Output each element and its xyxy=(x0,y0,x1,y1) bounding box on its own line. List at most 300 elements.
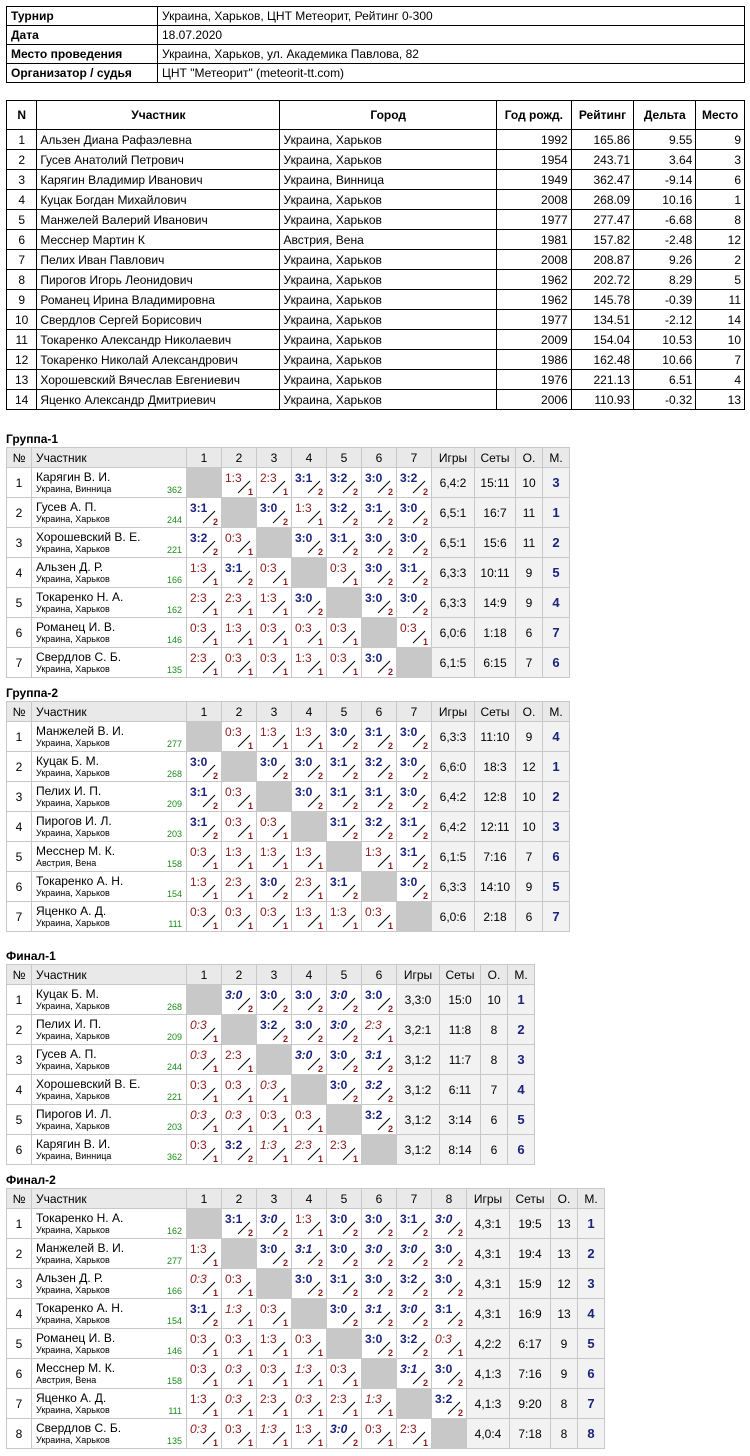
player-sets: 6:17 xyxy=(510,1329,551,1359)
match-score: 1:3 xyxy=(260,591,277,605)
match-score: 3:2 xyxy=(330,471,348,485)
match-score: 3:0 xyxy=(260,1242,278,1256)
player-place xyxy=(508,1135,535,1165)
match-cell xyxy=(222,1075,257,1105)
match-points: 2 xyxy=(247,577,253,587)
place-value: 2 xyxy=(517,1022,525,1037)
participant-cell: 10.66 xyxy=(634,350,696,370)
match-score: 3:2 xyxy=(225,1138,243,1152)
match-points: 1 xyxy=(247,831,253,841)
match-points: 1 xyxy=(212,1154,218,1164)
match-points: 1 xyxy=(282,1124,288,1134)
info-value: Украина, Харьков, ул. Академика Павлова, 82 xyxy=(158,45,745,64)
match-cell xyxy=(292,1239,327,1269)
player-points: 10 xyxy=(516,782,543,812)
participant-cell: 208.87 xyxy=(571,250,633,270)
col-place-header: М. xyxy=(578,1189,605,1209)
player-games: 3,1:2 xyxy=(397,1045,440,1075)
participant-cell: Украина, Харьков xyxy=(280,310,496,330)
player-number: 3 xyxy=(7,1045,32,1075)
match-score: 0:3 xyxy=(190,845,207,859)
match-cell xyxy=(432,1269,467,1299)
match-cell xyxy=(187,588,222,618)
match-cell xyxy=(257,468,292,498)
match-score: 2:3 xyxy=(295,1138,312,1152)
match-points: 1 xyxy=(212,1378,218,1388)
player-number: 2 xyxy=(7,752,32,782)
participant-cell: Австрия, Вена xyxy=(280,230,496,250)
match-score: 3:0 xyxy=(435,1272,453,1286)
participant-cell: 14 xyxy=(696,310,745,330)
match-score: 3:1 xyxy=(225,561,243,575)
participants-header: Город xyxy=(280,101,496,130)
match-cell xyxy=(362,985,397,1015)
match-score: 0:3 xyxy=(190,905,207,919)
self-cell xyxy=(397,902,432,932)
col-opponent-header: 4 xyxy=(292,965,327,985)
player-sets: 7:18 xyxy=(510,1419,551,1449)
match-score: 3:1 xyxy=(400,561,418,575)
match-points: 1 xyxy=(212,1408,218,1418)
col-opponent-header: 7 xyxy=(397,702,432,722)
player-sets: 14:9 xyxy=(475,588,516,618)
participant-cell: 1 xyxy=(696,190,745,210)
player-name: Месснер М. К. xyxy=(36,1360,116,1375)
match-score: 0:3 xyxy=(260,1108,277,1122)
match-score: 0:3 xyxy=(225,1078,242,1092)
match-points: 1 xyxy=(247,1288,253,1298)
group-player-row xyxy=(7,618,570,648)
match-score: 1:3 xyxy=(295,501,312,515)
match-score: 0:3 xyxy=(190,1048,207,1062)
match-score: 3:1 xyxy=(330,755,348,769)
match-cell xyxy=(187,498,222,528)
match-cell xyxy=(327,985,362,1015)
participant-cell: Манжелей Валерий Иванович xyxy=(37,210,280,230)
match-points: 1 xyxy=(317,1348,323,1358)
participant-row xyxy=(7,190,745,210)
match-score: 1:3 xyxy=(260,725,277,739)
match-score: 1:3 xyxy=(260,1332,277,1346)
participant-row xyxy=(7,170,745,190)
self-cell xyxy=(257,1269,292,1299)
match-score: 3:2 xyxy=(365,1078,383,1092)
place-value: 4 xyxy=(552,729,560,744)
match-score: 3:1 xyxy=(365,1048,383,1062)
match-points: 1 xyxy=(282,577,288,587)
match-points: 2 xyxy=(387,667,393,677)
match-points: 1 xyxy=(317,517,323,527)
group-player-row xyxy=(7,902,570,932)
match-points: 2 xyxy=(352,1004,358,1014)
group-player-row xyxy=(7,588,570,618)
player-place xyxy=(543,812,570,842)
player-info xyxy=(32,1389,187,1419)
match-points: 2 xyxy=(422,1378,428,1388)
match-points: 1 xyxy=(317,921,323,931)
match-score: 1:3 xyxy=(295,1212,312,1226)
col-games-header: Игры xyxy=(432,448,475,468)
participant-cell: 134.51 xyxy=(571,310,633,330)
player-city: Украина, Харьков xyxy=(36,1254,110,1265)
match-cell xyxy=(292,752,327,782)
player-number: 3 xyxy=(7,528,32,558)
match-cell xyxy=(397,558,432,588)
col-opponent-header: 3 xyxy=(257,1189,292,1209)
match-cell xyxy=(222,812,257,842)
player-points: 8 xyxy=(551,1389,578,1419)
match-score: 0:3 xyxy=(190,1362,207,1376)
match-cell xyxy=(292,782,327,812)
match-cell xyxy=(187,1269,222,1299)
match-score: 3:0 xyxy=(330,1018,348,1032)
match-points: 2 xyxy=(317,801,323,811)
match-score: 0:3 xyxy=(225,905,242,919)
col-name-header: Участник xyxy=(32,965,187,985)
match-points: 1 xyxy=(212,1348,218,1358)
match-cell xyxy=(187,842,222,872)
match-score: 0:3 xyxy=(260,1302,277,1316)
match-score: 3:1 xyxy=(365,725,383,739)
match-cell xyxy=(222,1299,257,1329)
col-opponent-header: 4 xyxy=(292,1189,327,1209)
col-name-header: Участник xyxy=(32,1189,187,1209)
col-opponent-header: 6 xyxy=(362,702,397,722)
match-points: 1 xyxy=(282,1318,288,1328)
player-info xyxy=(32,1359,187,1389)
match-points: 2 xyxy=(422,771,428,781)
player-games: 6,4:2 xyxy=(432,782,475,812)
player-info xyxy=(32,648,187,678)
match-cell xyxy=(187,1299,222,1329)
participant-cell: 5 xyxy=(7,210,37,230)
player-number: 5 xyxy=(7,842,32,872)
group-header-row xyxy=(7,1189,605,1209)
match-score: 3:2 xyxy=(435,1392,453,1406)
match-points: 2 xyxy=(317,607,323,617)
match-cell xyxy=(222,872,257,902)
participant-cell: 10.53 xyxy=(634,330,696,350)
match-cell xyxy=(362,1209,397,1239)
match-score: 3:2 xyxy=(365,755,383,769)
match-score: 0:3 xyxy=(260,621,277,635)
match-points: 1 xyxy=(247,1094,253,1104)
match-points: 2 xyxy=(387,1228,393,1238)
match-score: 0:3 xyxy=(225,531,242,545)
match-score: 3:0 xyxy=(330,1078,348,1092)
col-opponent-header: 2 xyxy=(222,965,257,985)
self-cell xyxy=(257,782,292,812)
match-cell xyxy=(222,902,257,932)
match-points: 1 xyxy=(282,741,288,751)
match-score: 3:0 xyxy=(365,1242,383,1256)
player-info xyxy=(32,752,187,782)
group-header-row xyxy=(7,965,535,985)
match-points: 2 xyxy=(317,1004,323,1014)
match-cell xyxy=(257,1359,292,1389)
match-cell xyxy=(362,558,397,588)
participant-cell: Хорошевский Вячеслав Евгениевич xyxy=(37,370,280,390)
match-points: 2 xyxy=(352,1034,358,1044)
match-score: 0:3 xyxy=(190,1332,207,1346)
match-score: 3:0 xyxy=(260,988,278,1002)
match-score: 0:3 xyxy=(260,905,277,919)
player-points: 13 xyxy=(551,1299,578,1329)
match-score: 3:0 xyxy=(330,1422,348,1436)
player-rating: 209 xyxy=(166,1032,182,1042)
player-place xyxy=(543,648,570,678)
match-score: 3:1 xyxy=(365,1302,383,1316)
match-points: 1 xyxy=(317,637,323,647)
match-cell xyxy=(397,588,432,618)
place-value: 2 xyxy=(552,789,560,804)
match-cell xyxy=(432,1299,467,1329)
match-cell xyxy=(222,468,257,498)
match-score: 1:3 xyxy=(295,905,312,919)
match-cell xyxy=(432,1389,467,1419)
match-cell xyxy=(432,1209,467,1239)
match-score: 3:0 xyxy=(365,591,383,605)
match-cell xyxy=(292,1135,327,1165)
player-city: Украина, Харьков xyxy=(36,1314,110,1325)
match-points: 1 xyxy=(212,891,218,901)
match-points: 1 xyxy=(247,1438,253,1448)
match-cell xyxy=(292,902,327,932)
match-cell xyxy=(327,498,362,528)
match-points: 1 xyxy=(247,667,253,677)
self-cell xyxy=(362,1359,397,1389)
match-cell xyxy=(397,498,432,528)
match-points: 2 xyxy=(387,547,393,557)
player-number: 5 xyxy=(7,1105,32,1135)
match-points: 1 xyxy=(247,861,253,871)
match-cell xyxy=(257,648,292,678)
player-info xyxy=(32,842,187,872)
match-score: 3:1 xyxy=(330,785,348,799)
match-cell xyxy=(432,1359,467,1389)
group-section xyxy=(6,948,535,1165)
player-rating: 209 xyxy=(166,799,182,809)
participant-cell: Пирогов Игорь Леонидович xyxy=(37,270,280,290)
match-score: 0:3 xyxy=(225,651,242,665)
player-sets: 15:0 xyxy=(440,985,481,1015)
match-cell xyxy=(327,558,362,588)
match-points: 2 xyxy=(352,1094,358,1104)
group-header-row xyxy=(7,702,570,722)
col-sets-header: Сеты xyxy=(475,448,516,468)
player-city: Украина, Харьков xyxy=(36,1060,110,1071)
match-points: 1 xyxy=(247,1124,253,1134)
player-place xyxy=(578,1269,605,1299)
participant-cell: 13 xyxy=(696,390,745,410)
group-player-row xyxy=(7,1209,605,1239)
match-points: 2 xyxy=(422,741,428,751)
player-info xyxy=(32,1135,187,1165)
player-rating: 221 xyxy=(166,1092,182,1102)
self-cell xyxy=(292,1075,327,1105)
match-cell xyxy=(257,618,292,648)
info-value: 18.07.2020 xyxy=(158,26,745,45)
player-number: 6 xyxy=(7,618,32,648)
player-rating: 362 xyxy=(166,485,182,495)
match-cell xyxy=(222,1419,257,1449)
match-points: 2 xyxy=(387,1004,393,1014)
group-player-row xyxy=(7,558,570,588)
group-table xyxy=(6,964,535,1165)
player-name: Яценко А. Д. xyxy=(36,903,107,918)
match-points: 1 xyxy=(317,1154,323,1164)
match-score: 2:3 xyxy=(225,1048,242,1062)
participant-cell: 157.82 xyxy=(571,230,633,250)
match-score: 0:3 xyxy=(260,815,277,829)
match-cell xyxy=(222,1045,257,1075)
match-score: 3:0 xyxy=(365,471,383,485)
player-info xyxy=(32,558,187,588)
match-score: 3:1 xyxy=(190,1302,208,1316)
player-games: 6,4:2 xyxy=(432,468,475,498)
match-score: 1:3 xyxy=(295,845,312,859)
match-points: 1 xyxy=(212,1438,218,1448)
self-cell xyxy=(432,1419,467,1449)
player-city: Украина, Винница xyxy=(36,1150,112,1161)
group-player-row xyxy=(7,1359,605,1389)
match-score: 3:1 xyxy=(330,815,348,829)
match-cell xyxy=(397,1299,432,1329)
match-points: 1 xyxy=(352,1408,358,1418)
match-cell xyxy=(292,498,327,528)
match-cell xyxy=(187,1329,222,1359)
match-points: 1 xyxy=(282,1154,288,1164)
match-cell xyxy=(187,1135,222,1165)
match-cell xyxy=(362,528,397,558)
match-score: 3:2 xyxy=(400,471,418,485)
match-cell xyxy=(222,1389,257,1419)
player-info xyxy=(32,1329,187,1359)
match-points: 2 xyxy=(387,1288,393,1298)
match-cell xyxy=(432,1239,467,1269)
self-cell xyxy=(187,722,222,752)
match-cell xyxy=(222,648,257,678)
participant-cell: 243.71 xyxy=(571,150,633,170)
participant-cell: Украина, Харьков xyxy=(280,190,496,210)
col-opponent-header: 7 xyxy=(397,448,432,468)
player-rating: 146 xyxy=(166,1346,182,1356)
player-city: Украина, Харьков xyxy=(36,1090,110,1101)
participant-cell: 1977 xyxy=(496,210,571,230)
participant-row xyxy=(7,290,745,310)
col-opponent-header: 1 xyxy=(187,702,222,722)
match-cell xyxy=(292,528,327,558)
match-score: 3:0 xyxy=(330,1302,348,1316)
player-points: 10 xyxy=(516,812,543,842)
match-points: 1 xyxy=(282,487,288,497)
match-points: 2 xyxy=(212,771,218,781)
match-points: 1 xyxy=(317,741,323,751)
player-games: 4,3:1 xyxy=(467,1269,510,1299)
match-points: 2 xyxy=(422,861,428,871)
match-cell xyxy=(222,1209,257,1239)
player-city: Украина, Харьков xyxy=(36,1434,110,1445)
match-score: 1:3 xyxy=(365,845,382,859)
player-place xyxy=(578,1329,605,1359)
player-place xyxy=(578,1359,605,1389)
match-score: 3:1 xyxy=(295,1242,313,1256)
player-name: Месснер М. К. xyxy=(36,843,116,858)
player-sets: 16:9 xyxy=(510,1299,551,1329)
player-points: 10 xyxy=(516,468,543,498)
player-place xyxy=(543,528,570,558)
match-cell xyxy=(327,902,362,932)
match-cell xyxy=(257,985,292,1015)
match-score: 2:3 xyxy=(295,875,312,889)
player-games: 6,1:5 xyxy=(432,648,475,678)
match-score: 3:0 xyxy=(365,988,383,1002)
match-points: 2 xyxy=(352,1288,358,1298)
self-cell xyxy=(397,1389,432,1419)
player-name: Пелих И. П. xyxy=(36,1016,102,1031)
player-city: Австрия, Вена xyxy=(36,1374,97,1385)
match-cell xyxy=(327,1359,362,1389)
match-points: 1 xyxy=(317,861,323,871)
player-points: 10 xyxy=(481,985,508,1015)
match-cell xyxy=(292,1329,327,1359)
participant-cell: Украина, Харьков xyxy=(280,330,496,350)
match-score: 0:3 xyxy=(365,905,382,919)
match-points: 1 xyxy=(387,861,393,871)
player-games: 6,6:0 xyxy=(432,752,475,782)
match-score: 3:1 xyxy=(330,875,348,889)
player-sets: 16:7 xyxy=(475,498,516,528)
player-games: 6,1:5 xyxy=(432,842,475,872)
match-cell xyxy=(397,1209,432,1239)
participant-cell: 5 xyxy=(696,270,745,290)
player-name: Яценко А. Д. xyxy=(36,1390,107,1405)
match-cell xyxy=(222,842,257,872)
match-points: 1 xyxy=(212,667,218,677)
participant-cell: 1962 xyxy=(496,290,571,310)
match-cell xyxy=(187,618,222,648)
col-name-header: Участник xyxy=(32,448,187,468)
match-points: 2 xyxy=(352,1318,358,1328)
player-name: Токаренко Н. А. xyxy=(36,1210,124,1225)
player-name: Гусев А. П. xyxy=(36,499,97,514)
player-name: Манжелей В. И. xyxy=(36,723,125,738)
player-games: 6,3:3 xyxy=(432,722,475,752)
info-key: Турнир xyxy=(7,7,158,26)
match-cell xyxy=(362,722,397,752)
group-player-row xyxy=(7,872,570,902)
match-cell xyxy=(187,558,222,588)
player-sets: 8:14 xyxy=(440,1135,481,1165)
match-score: 0:3 xyxy=(260,651,277,665)
participant-cell: 8 xyxy=(7,270,37,290)
match-points: 1 xyxy=(282,831,288,841)
place-value: 5 xyxy=(552,565,560,580)
match-cell xyxy=(222,782,257,812)
player-games: 4,0:4 xyxy=(467,1419,510,1449)
player-place xyxy=(508,1045,535,1075)
match-cell xyxy=(397,842,432,872)
match-points: 2 xyxy=(457,1378,463,1388)
match-cell xyxy=(362,1239,397,1269)
match-score: 0:3 xyxy=(225,1332,242,1346)
match-cell xyxy=(257,1329,292,1359)
player-info xyxy=(32,1209,187,1239)
place-value: 3 xyxy=(552,475,560,490)
player-sets: 11:10 xyxy=(475,722,516,752)
group-table xyxy=(6,1188,605,1449)
player-info xyxy=(32,588,187,618)
